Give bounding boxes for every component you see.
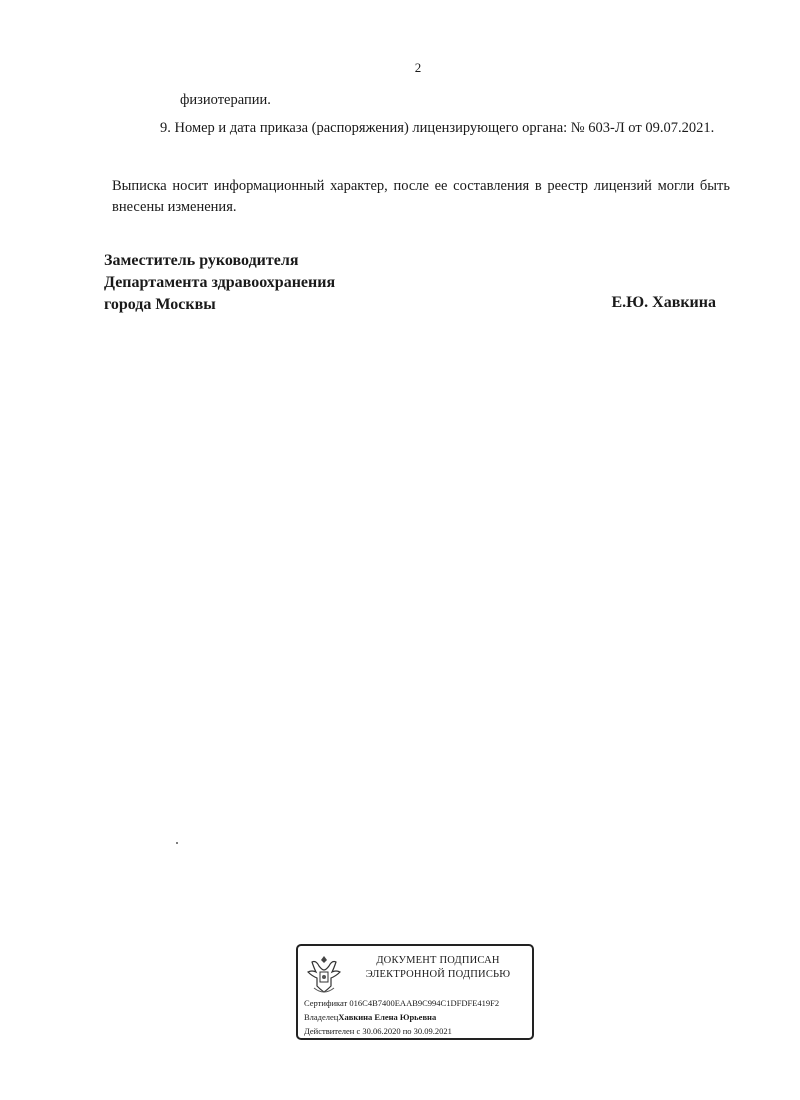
owner-value: Хавкина Елена Юрьевна (338, 1012, 437, 1022)
stamp-title (346, 954, 530, 982)
signer-name: Е.Ю. Хавкина (611, 294, 716, 311)
owner-label: Владелец (304, 1012, 339, 1022)
signer-title-line: Департамента здравоохранения (104, 274, 336, 291)
stamp-title-line: ДОКУМЕНТ ПОДПИСАН (376, 955, 500, 966)
license-order-item: 9. Номер и дата приказа (распоряжения) лицензирующего органа: № 603-Л от 09.07.2021. (160, 120, 715, 136)
electronic-signature-stamp (296, 944, 534, 1040)
signer-title-block (104, 250, 335, 316)
certificate-label: Сертификат (304, 998, 348, 1008)
signer-title-line: города Москвы (104, 296, 216, 313)
stray-dot (176, 842, 178, 844)
informational-notice: Выписка носит информационный характер, после ее составления в реестр лицензий могли быть внесены изменения. (112, 178, 730, 215)
coat-of-arms-icon (304, 952, 344, 996)
validity-line: Действителен с 30.06.2020 по 30.09.2021 (304, 1026, 452, 1036)
page-number: 2 (414, 60, 422, 75)
signer-title-line: Заместитель руководителя (104, 252, 299, 269)
certificate-line (304, 998, 499, 1008)
owner-line (304, 1012, 436, 1022)
continuation-text: физиотерапии. (180, 92, 271, 108)
certificate-value: 016C4B7400EAAB9C994C1DFDFE419F2 (349, 998, 500, 1008)
stamp-title-line: ЭЛЕКТРОННОЙ ПОДПИСЬЮ (365, 969, 511, 980)
